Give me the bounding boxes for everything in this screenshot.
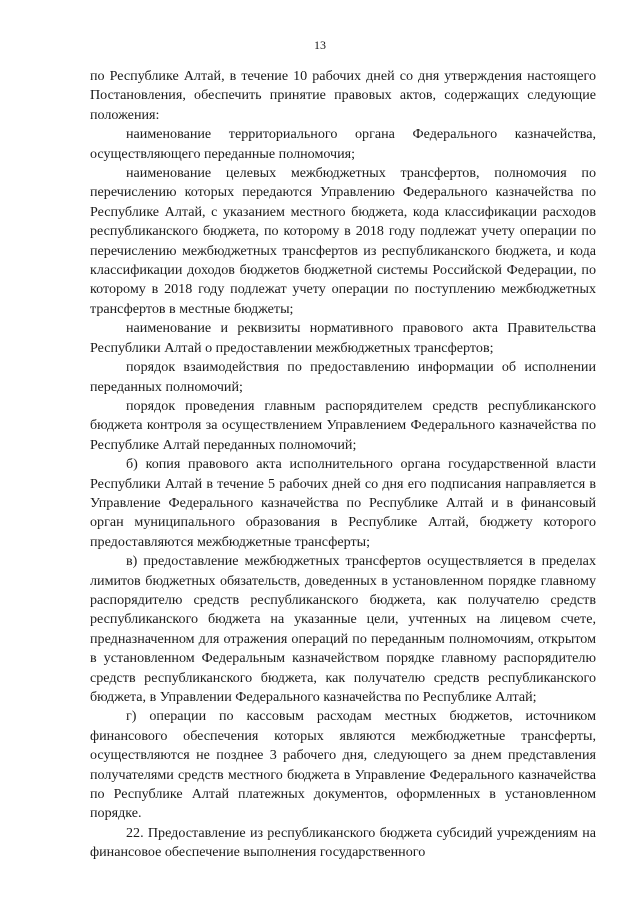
paragraph-v-provision-of-transfers: в) предоставление межбюджетных трансфертов осуществляется в пределах лимитов бюджетных обязательств, доведенных в установленном порядке главному распорядителю средств республиканского бюджета, как получателю средств республиканского бюджета на указанные цели, учтенных на лицевом счете, предназначенном для отражения операций по переданным полномочиям, открытом в установленном Федеральным казначейством порядке главному распорядителю средств республиканского бюджета, как получателю средств республиканского бюджета, в Управлении Федерального казначейства по Республике Алтай;: [90, 553, 596, 705]
paragraph-b-copy-of-act: б) копия правового акта исполнительного органа государственной власти Республики Алтай в течение 5 рабочих дней со дня его подписания направляется в Управление Федерального казначейства по Республике Алтай и в финансовый орган муниципального образования в Республике Алтай, бюджету которого предоставляются межбюджетные трансферты;: [90, 456, 596, 550]
paragraph-control-order: порядок проведения главным распорядителем средств республиканского бюджета контроля за осуществлением Управлением Федерального казначейства по Республике Алтай переданных полномочий;: [90, 397, 596, 453]
paragraph-intro: по Республике Алтай, в течение 10 рабочих дней со дня утверждения настоящего Постановления, обеспечить принятие правовых актов, содержащих следующие положения:: [90, 68, 596, 123]
paragraph-g-cash-operations: г) операции по кассовым расходам местных бюджетов, источником финансового обеспечения которых являются межбюджетные трансферты, осуществляются не позднее 3 рабочего дня, следующего за днем представления получателями средств местного бюджета в Управление Федерального казначейства по Республике Алтай платежных документов, оформленных в установленном порядке.: [90, 708, 596, 822]
paragraph-territorial-body-name: наименование территориального органа Федерального казначейства, осуществляющего переданные полномочия;: [90, 126, 596, 162]
paragraph-22-subsidies: 22. Предоставление из республиканского бюджета субсидий учреждениям на финансовое обеспечение выполнения государственного: [90, 824, 596, 861]
document-body: [90, 67, 596, 863]
paragraph-legal-act-details: наименование и реквизиты нормативного правового акта Правительства Республики Алтай о предоставлении межбюджетных трансфертов;: [90, 320, 596, 356]
paragraph-interaction-order: порядок взаимодействия по предоставлению информации об исполнении переданных полномочий;: [90, 359, 596, 395]
paragraph-transfers-name: наименование целевых межбюджетных трансфертов, полномочия по перечислению которых передаются Управлению Федерального казначейства по Республике Алтай, с указанием местного бюджета, кода классификации расходов республиканского бюджета, по которому в 2018 году подлежат учету операции по перечислению межбюджетных трансфертов из республиканского бюджета, и кода классификации доходов бюджетов бюджетной системы Российской Федерации, по которому в 2018 году подлежат учету операции по поступлению межбюджетных трансфертов в местные бюджеты;: [90, 165, 596, 317]
page-number: 13: [314, 38, 326, 52]
